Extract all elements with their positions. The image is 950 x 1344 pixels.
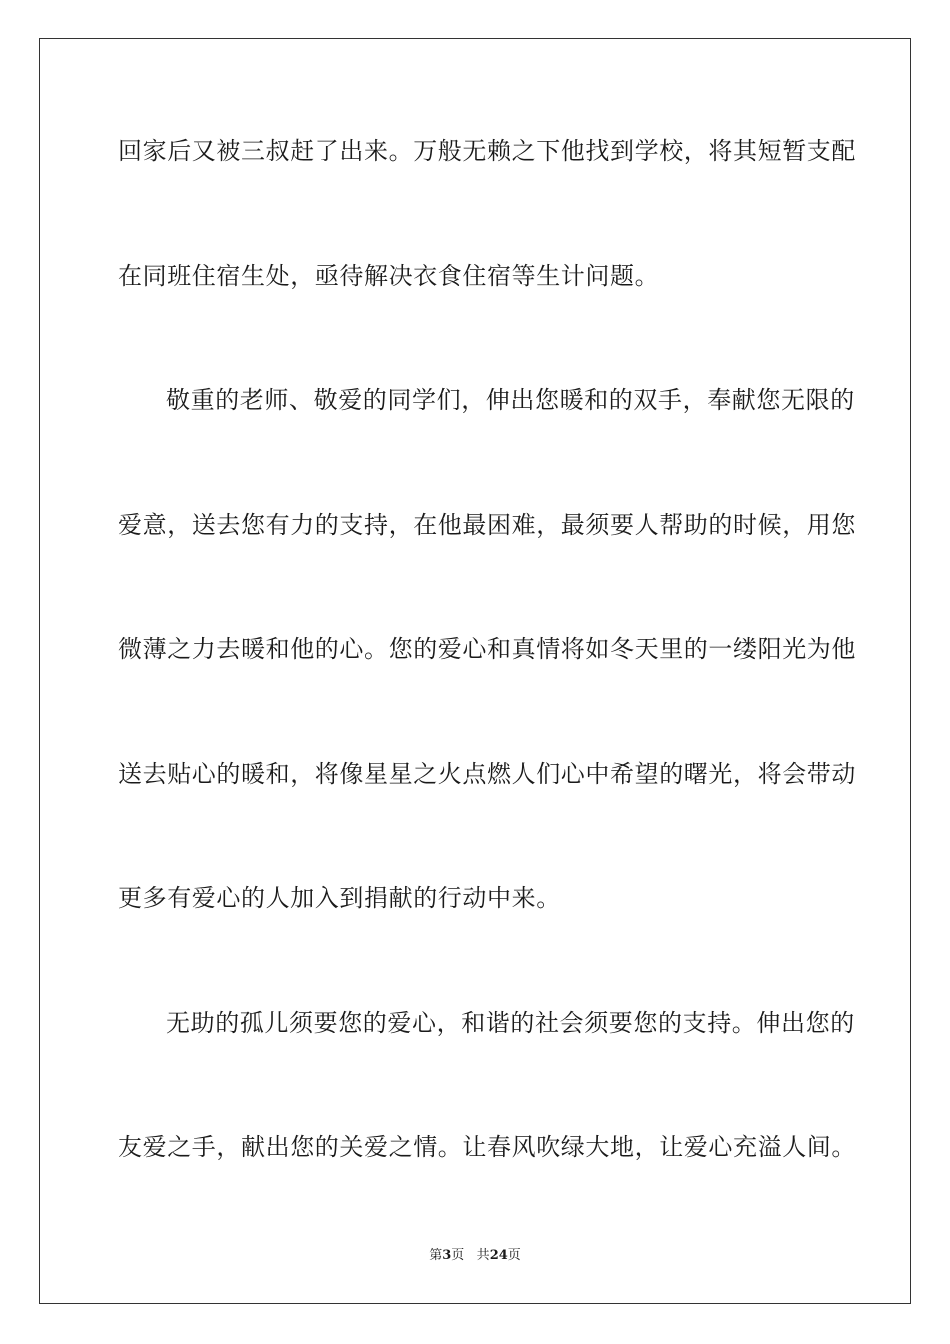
paragraph-3-line-1: 无助的孤儿须要您的爱心，和谐的社会须要您的支持。伸出您的 xyxy=(166,1009,855,1037)
paragraph-3-line-2: 友爱之手，献出您的关爱之情。让春风吹绿大地，让爱心充溢人间。 xyxy=(118,1133,856,1161)
page-prefix: 第 xyxy=(429,1248,443,1263)
page-suffix: 页 xyxy=(451,1248,465,1263)
paragraph-1-line-1: 回家后又被三叔赶了出来。万般无赖之下他找到学校，将其短暂支配 xyxy=(118,137,856,165)
page-border xyxy=(39,38,911,1304)
paragraph-1-line-2: 在同班住宿生处，亟待解决衣食住宿等生计问题。 xyxy=(118,262,660,290)
paragraph-2-line-3: 微薄之力去暖和他的心。您的爱心和真情将如冬天里的一缕阳光为他 xyxy=(118,635,856,663)
paragraph-2-line-5: 更多有爱心的人加入到捐献的行动中来。 xyxy=(118,884,561,912)
total-suffix: 页 xyxy=(507,1248,521,1263)
page-footer xyxy=(0,1247,950,1265)
paragraph-2-line-1: 敬重的老师、敬爱的同学们，伸出您暖和的双手，奉献您无限的 xyxy=(166,386,855,414)
total-prefix: 共 xyxy=(476,1248,490,1263)
total-pages: 24 xyxy=(489,1248,508,1263)
paragraph-2-line-4: 送去贴心的暖和，将像星星之火点燃人们心中希望的曙光，将会带动 xyxy=(118,760,856,788)
page-number: 3 xyxy=(442,1248,452,1263)
paragraph-2-line-2: 爱意，送去您有力的支持，在他最困难，最须要人帮助的时候，用您 xyxy=(118,511,856,539)
